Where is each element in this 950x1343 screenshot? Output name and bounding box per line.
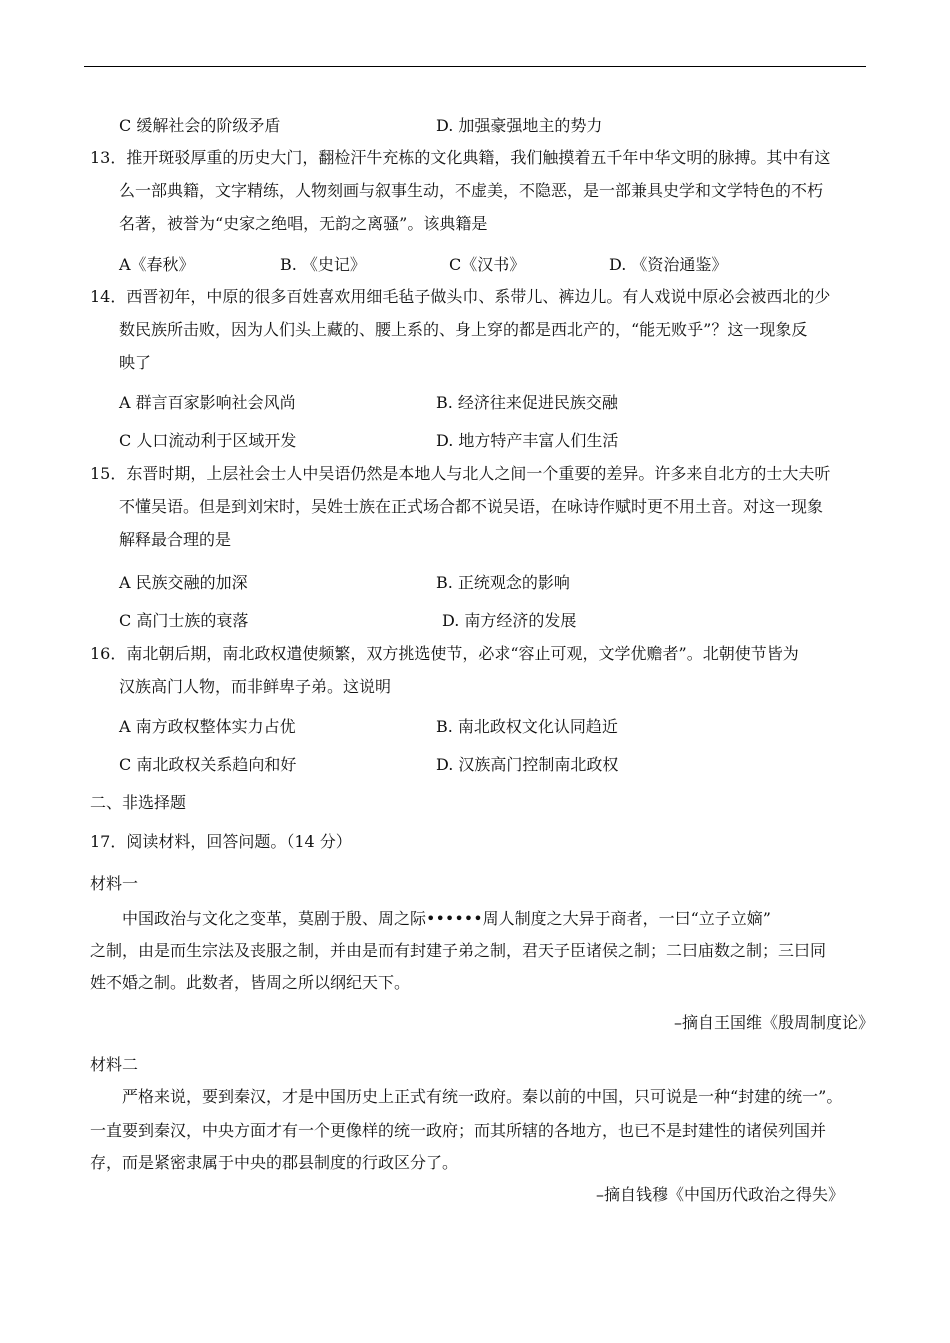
q16-option-b: B. 南北政权文化认同趋近 — [436, 717, 618, 736]
q15-option-a: A 民族交融的加深 — [119, 573, 248, 592]
q15-stem-line3: 解释最合理的是 — [119, 530, 232, 549]
q13-option-b: B. 《史记》 — [280, 255, 366, 274]
q13-option-d: D. 《资治通鉴》 — [609, 255, 728, 274]
q16-stem-line2: 汉族高门人物，而非鲜卑子弟。这说明 — [119, 677, 392, 696]
material-1-line2: 之制，由是而生宗法及丧服之制，并由是而有封建子弟之制，君天子臣诸侯之制；二曰庙数之制；三曰同 — [90, 941, 827, 960]
q13-stem-line2: 么一部典籍，文字精练，人物刻画与叙事生动，不虚美，不隐恶，是一部兼具史学和文学特色的不朽 — [119, 181, 824, 200]
q15-stem-line2: 不懂吴语。但是到刘宋时，吴姓士族在正式场合都不说吴语，在咏诗作赋时更不用土音。对这一现象 — [119, 497, 824, 516]
header-rule — [84, 66, 866, 67]
material-2-line1: 严格来说，要到秦汉，才是中国历史上正式有统一政府。秦以前的中国，只可说是一种“封建的统一”。 — [122, 1087, 843, 1106]
q15-option-b: B. 正统观念的影响 — [436, 573, 570, 592]
q14-option-b: B. 经济往来促进民族交融 — [436, 393, 618, 412]
q12-option-d: D. 加强豪强地主的势力 — [436, 116, 603, 135]
q16-option-a: A 南方政权整体实力占优 — [119, 717, 296, 736]
q16-option-c: C 南北政权关系趋向和好 — [119, 755, 297, 774]
section-heading: 二、非选择题 — [90, 793, 187, 812]
q13-option-a: A《春秋》 — [119, 255, 195, 274]
material-2-line3: 存，而是紧密隶属于中央的郡县制度的行政区分了。 — [90, 1153, 459, 1172]
q14-stem-line2: 数民族所击败，因为人们头上藏的、腰上系的、身上穿的都是西北产的，“能无败乎”？这一现象反 — [119, 320, 808, 339]
material-1-source: –摘自王国维《殷周制度论》 — [673, 1013, 874, 1032]
material-2-source: –摘自钱穆《中国历代政治之得失》 — [595, 1185, 844, 1204]
q13-option-c: C《汉书》 — [449, 255, 526, 274]
q17-prompt: 17．阅读材料，回答问题。（14 分） — [90, 832, 352, 851]
q13-stem-line1: 13．推开斑驳厚重的历史大门，翻检汗牛充栋的文化典籍，我们触摸着五千年中华文明的脉搏。其中有这 — [90, 148, 831, 167]
q16-stem-line1: 16．南北朝后期，南北政权遣使频繁，双方挑选使节，必求“容止可观，文学优赡者”。北朝使节皆为 — [90, 644, 799, 663]
q14-stem-line3: 映了 — [119, 353, 152, 372]
q15-stem-line1: 15．东晋时期，上层社会士人中吴语仍然是本地人与北人之间一个重要的差异。许多来自北方的士大夫听 — [90, 464, 831, 483]
q12-option-c: C 缓解社会的阶级矛盾 — [119, 116, 281, 135]
q14-option-c: C 人口流动利于区域开发 — [119, 431, 297, 450]
material-1-label: 材料一 — [90, 874, 139, 893]
material-1-line1: 中国政治与文化之变革，莫剧于殷、周之际••••••周人制度之大异于商者，一曰“立子立嫡” — [122, 909, 771, 928]
q14-option-a: A 群言百家影响社会风尚 — [119, 393, 296, 412]
material-2-line2: 一直要到秦汉，中央方面才有一个更像样的统一政府；而其所辖的各地方，也已不是封建性的诸侯列国并 — [90, 1121, 827, 1140]
q15-option-c: C 高门士族的衰落 — [119, 611, 249, 630]
q15-option-d: D. 南方经济的发展 — [442, 611, 577, 630]
material-2-label: 材料二 — [90, 1055, 139, 1074]
q13-stem-line3: 名著，被誉为“史家之绝唱，无韵之离骚”。该典籍是 — [119, 214, 488, 233]
material-1-line3: 姓不婚之制。此数者，皆周之所以纲纪天下。 — [90, 973, 411, 992]
q16-option-d: D. 汉族高门控制南北政权 — [436, 755, 619, 774]
q14-stem-line1: 14．西晋初年，中原的很多百姓喜欢用细毛毡子做头巾、系带儿、裤边儿。有人戏说中原必会被西北的少 — [90, 287, 831, 306]
q14-option-d: D. 地方特产丰富人们生活 — [436, 431, 619, 450]
